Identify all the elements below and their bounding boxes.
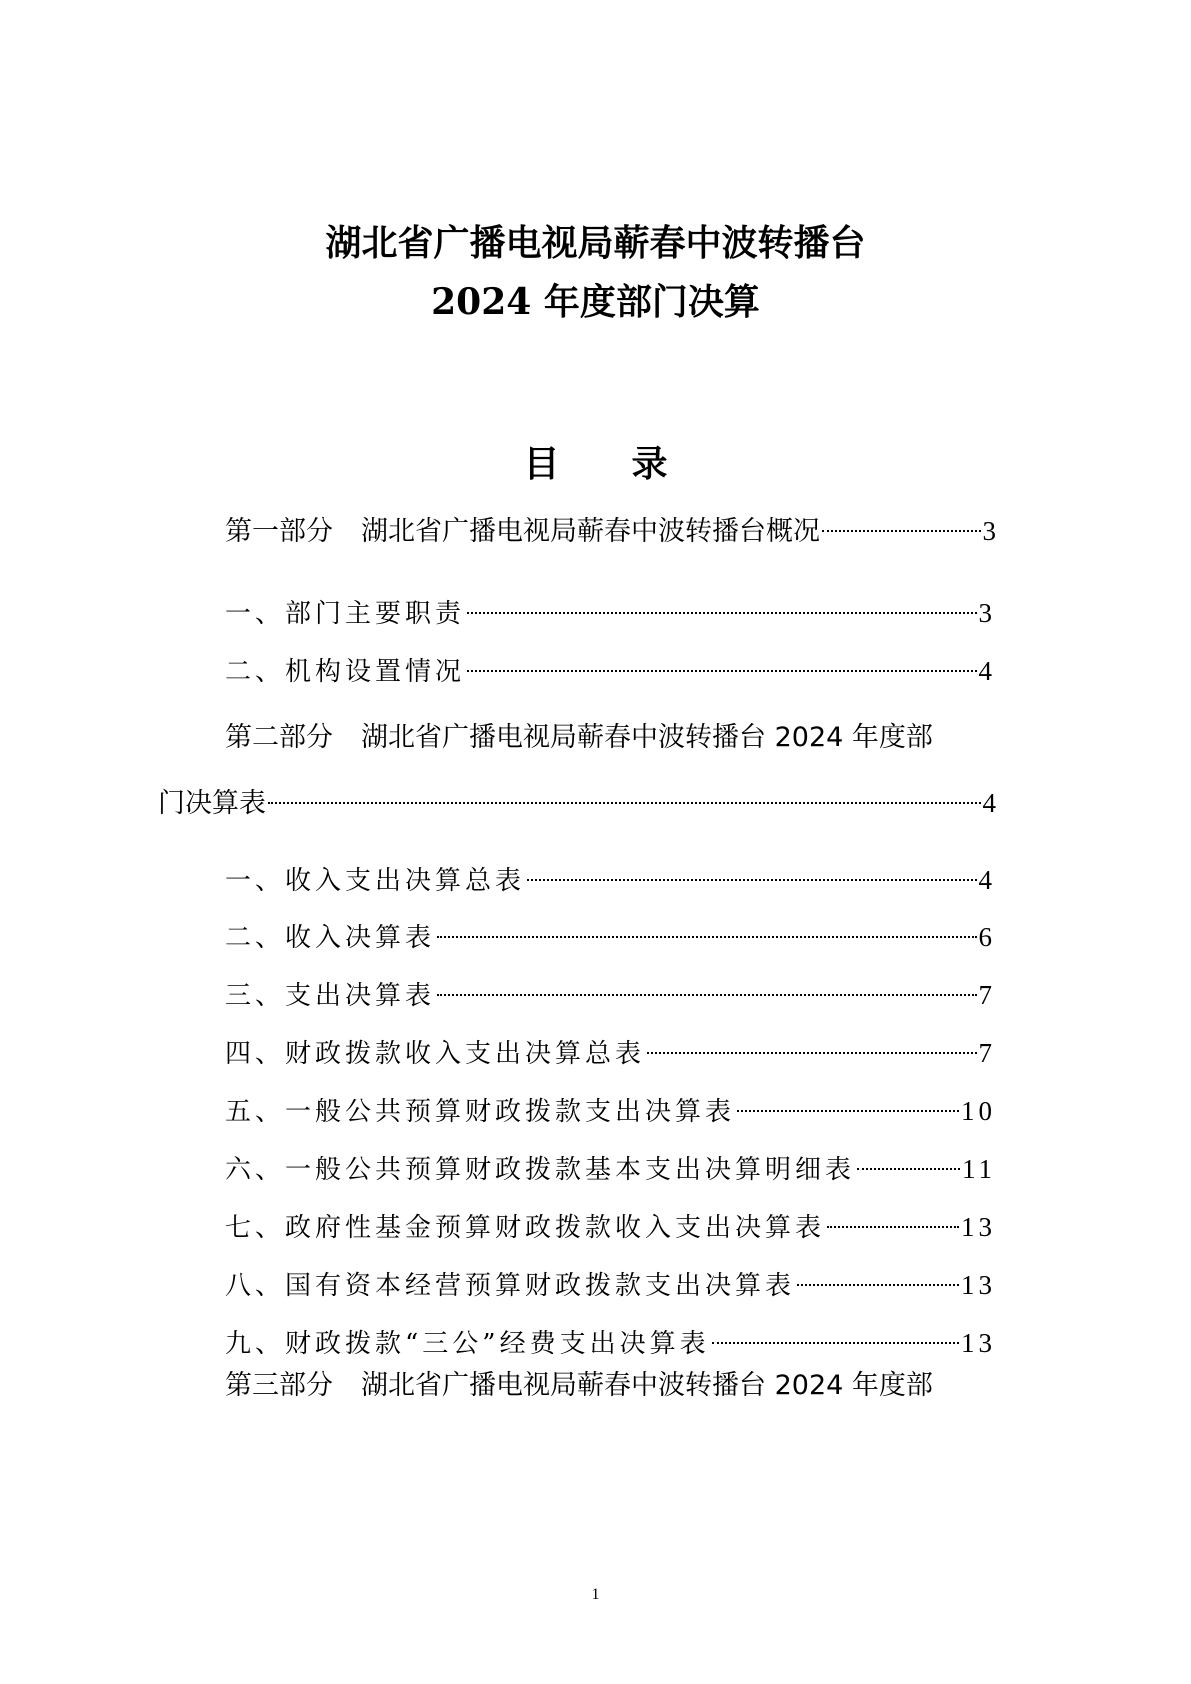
toc-item-label: 三、支出决算表	[225, 981, 436, 1011]
toc-entry-item[interactable]	[225, 1138, 996, 1185]
toc-entry-part3-line1[interactable]	[225, 1366, 933, 1406]
toc-entry-part2-line1[interactable]	[225, 718, 933, 758]
toc-leader-dots	[822, 500, 981, 540]
toc-item-label: 二、机构设置情况	[225, 657, 466, 687]
toc-entry-part1[interactable]	[225, 500, 996, 547]
toc-page-number: 13	[961, 1328, 996, 1358]
toc-item-label: 九、财政拨款“三公”经费支出决算表	[225, 1329, 710, 1359]
toc-leader-dots	[712, 1312, 959, 1352]
toc-part-prefix: 第三部分	[225, 1370, 333, 1401]
toc-entry-item[interactable]	[225, 640, 996, 687]
toc-leader-dots	[467, 640, 976, 680]
toc-item-label: 八、国有资本经营预算财政拨款支出决算表	[225, 1271, 796, 1301]
toc-item-label: 一、部门主要职责	[225, 599, 466, 629]
toc-part-title: 湖北省广播电视局蕲春中波转播台 2024 年度部	[361, 722, 933, 753]
toc-item-label: 七、政府性基金预算财政拨款收入支出决算表	[225, 1213, 826, 1243]
toc-page-number: 4	[982, 788, 996, 818]
page-number: 1	[591, 1586, 600, 1603]
toc-leader-dots	[827, 1196, 959, 1236]
toc-page-number: 4	[978, 656, 996, 686]
toc-entry-item[interactable]	[225, 1312, 996, 1359]
toc-entry-item[interactable]	[225, 1080, 996, 1127]
toc-leader-dots	[467, 582, 976, 622]
toc-page-number: 10	[961, 1096, 996, 1126]
toc-item-label: 四、财政拨款收入支出决算总表	[225, 1039, 646, 1069]
toc-page-number: 6	[978, 922, 996, 952]
toc-heading: 目录	[523, 443, 740, 485]
toc-page-number: 7	[978, 1038, 996, 1068]
toc-entry-item[interactable]	[225, 1254, 996, 1301]
toc-leader-dots	[268, 772, 981, 812]
toc-part-prefix: 第一部分	[225, 516, 333, 547]
toc-part-title: 湖北省广播电视局蕲春中波转播台 2024 年度部	[361, 1370, 933, 1401]
toc-leader-dots	[647, 1022, 976, 1062]
toc-page-number: 4	[978, 865, 996, 895]
toc-item-label: 六、一般公共预算财政拨款基本支出决算明细表	[225, 1155, 856, 1185]
toc-leader-dots	[737, 1080, 959, 1120]
toc-item-label: 一、收入支出决算总表	[225, 866, 526, 896]
toc-page-number: 7	[978, 980, 996, 1010]
toc-page-number: 3	[978, 598, 996, 628]
toc-entry-item[interactable]	[225, 849, 996, 896]
toc-leader-dots	[857, 1138, 960, 1178]
document-subtitle: 2024 年度部门决算	[431, 281, 760, 323]
toc-entry-item[interactable]	[225, 1022, 996, 1069]
toc-entry-item[interactable]	[225, 964, 996, 1011]
toc-leader-dots	[437, 964, 976, 1004]
toc-leader-dots	[527, 849, 976, 889]
toc-page-number: 13	[961, 1270, 996, 1300]
toc-item-label: 五、一般公共预算财政拨款支出决算表	[225, 1097, 736, 1127]
toc-part-prefix: 第二部分	[225, 722, 333, 753]
toc-entry-part2-line2[interactable]	[158, 772, 996, 819]
toc-entry-item[interactable]	[225, 1196, 996, 1243]
toc-item-label: 二、收入决算表	[225, 923, 436, 953]
toc-entry-item[interactable]	[225, 582, 996, 629]
toc-part-title: 湖北省广播电视局蕲春中波转播台概况	[361, 516, 820, 547]
toc-page-number: 11	[962, 1154, 996, 1184]
document-title: 湖北省广播电视局蕲春中波转播台	[325, 222, 866, 264]
toc-page-number: 3	[982, 516, 996, 546]
toc-leader-dots	[797, 1254, 959, 1294]
toc-part-title-continued: 门决算表	[158, 788, 266, 819]
toc-page-number: 13	[961, 1212, 996, 1242]
toc-entry-item[interactable]	[225, 906, 996, 953]
toc-leader-dots	[437, 906, 976, 946]
